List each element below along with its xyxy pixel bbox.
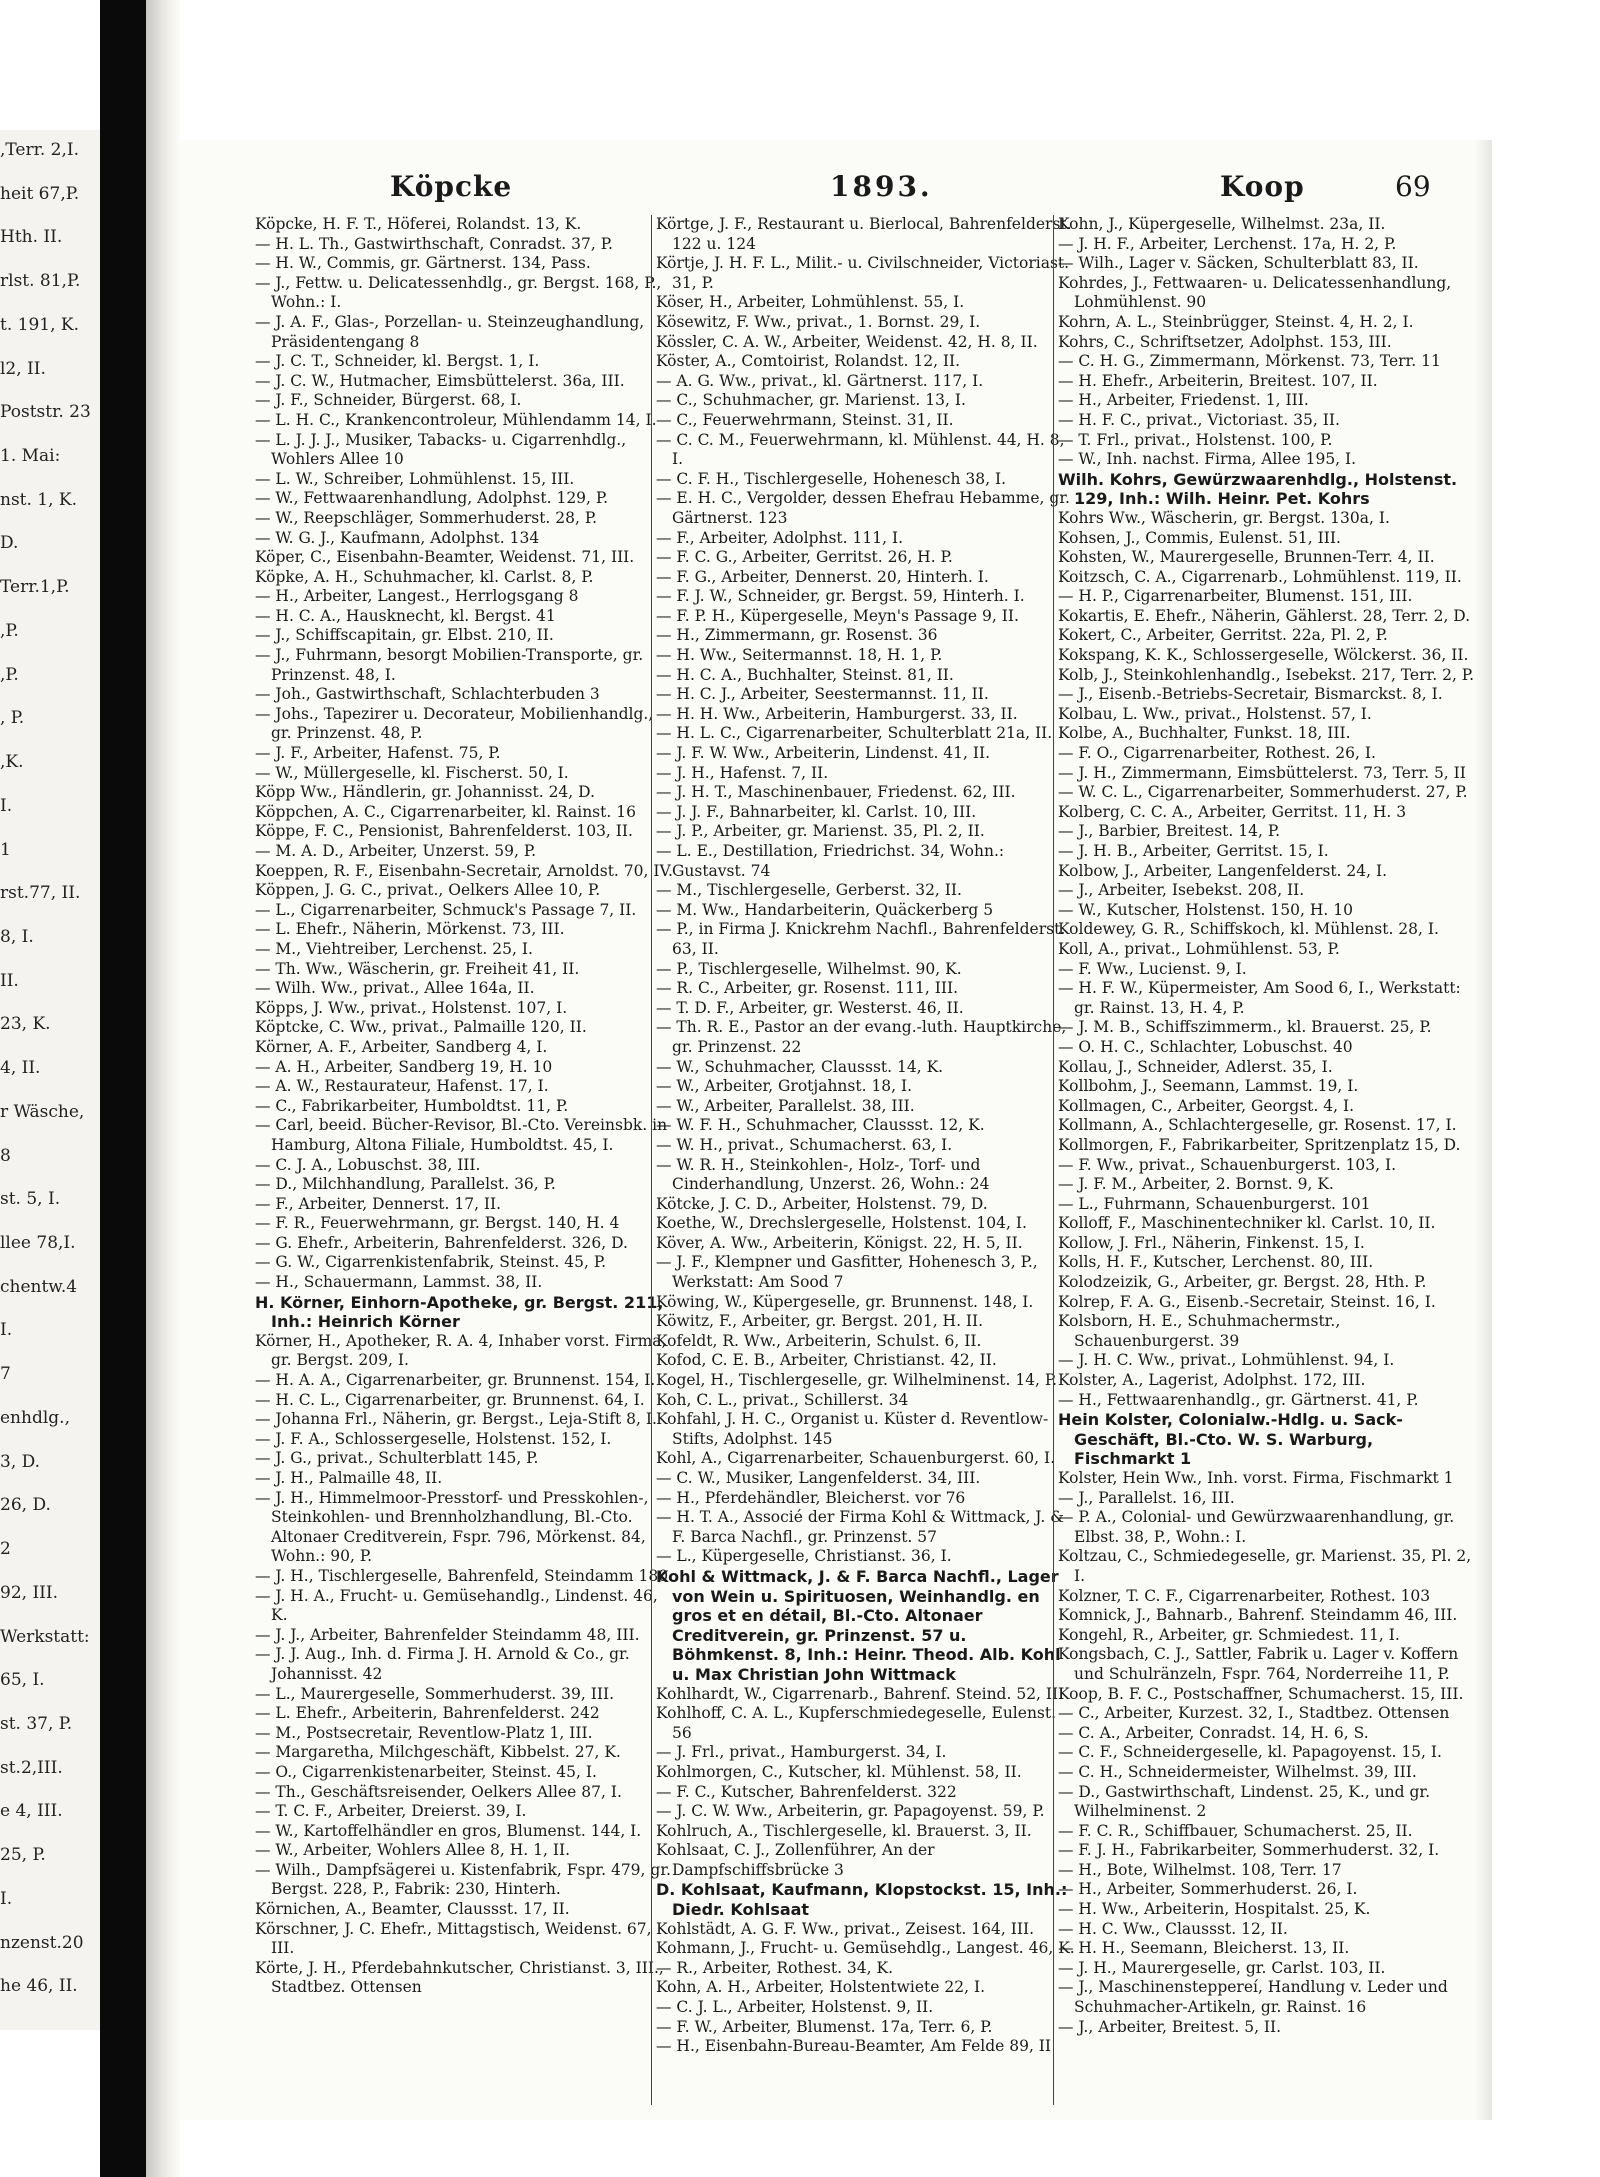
- directory-entry: — Th., Geschäftsreisender, Oelkers Allee 87, I.: [255, 1782, 622, 1801]
- directory-entry: Kohrs, C., Schriftsetzer, Adolphst. 153, III.: [1058, 332, 1392, 351]
- directory-entry: Kohn, J., Küpergeselle, Wilhelmst. 23a, II.: [1058, 215, 1386, 233]
- directory-entry: Körnichen, A., Beamter, Claussst. 17, II.: [255, 1900, 570, 1919]
- directory-entry: Koldewey, G. R., Schiffskoch, kl. Mühlenst. 28, I.: [1058, 920, 1439, 939]
- directory-entry: — H. L. C., Cigarrenarbeiter, Schulterblatt 21a, II.: [656, 724, 1053, 743]
- directory-entry: — C. F. H., Tischlergeselle, Hohenesch 38, I.: [656, 469, 1007, 488]
- directory-entry: — L., Fuhrmann, Schauenburgerst. 101: [1058, 1194, 1371, 1213]
- directory-entry: — L. H. C., Krankencontroleur, Mühlendamm 14, I.: [255, 410, 657, 429]
- prev-page-fragment: llee 78,I.: [0, 1233, 76, 1253]
- directory-entry: — F., Arbeiter, Adolphst. 111, I.: [656, 528, 904, 547]
- directory-entry: — J., Barbier, Breitest. 14, P.: [1058, 822, 1281, 841]
- directory-entry: — M., Postsecretair, Reventlow-Platz 1, III.: [255, 1723, 593, 1742]
- directory-entry: — H., Eisenbahn-Bureau-Beamter, Am Felde 89, II: [656, 2037, 1052, 2056]
- directory-entry: — C. J. L., Arbeiter, Holstenst. 9, II.: [656, 1998, 934, 2017]
- header-first-entry: Köpcke: [390, 170, 513, 203]
- directory-entry: Hein Kolster, Colonialw.-Hdlg. u. Sack-Geschäft, Bl.-Cto. W. S. Warburg, Fischmarkt 1: [1058, 1410, 1403, 1469]
- directory-entry: — L. Ehefr., Arbeiterin, Bahrenfelderst. 242: [255, 1704, 600, 1723]
- directory-entry: — W., Schuhmacher, Claussst. 14, K.: [656, 1057, 944, 1076]
- directory-entry: Kohrs Ww., Wäscherin, gr. Bergst. 130a, I.: [1058, 508, 1390, 527]
- directory-entry: — H., Arbeiter, Langest., Herrlogsgang 8: [255, 587, 579, 606]
- directory-entry: — H., Zimmermann, gr. Rosenst. 36: [656, 626, 938, 645]
- column-left: [255, 215, 675, 2105]
- directory-entry: Köpcke, H. F. T., Höferei, Rolandst. 13, K.: [255, 215, 582, 233]
- header-last-entry: Koop: [1220, 170, 1305, 203]
- directory-entry: — H. C. Ww., Claussst. 12, II.: [1058, 1919, 1288, 1938]
- directory-entry: — T. D. F., Arbeiter, gr. Westerst. 46, II.: [656, 998, 964, 1017]
- directory-entry: Kolloff, F., Maschinentechniker kl. Carlst. 10, II.: [1058, 1214, 1436, 1233]
- directory-entry: — H. H., Seemann, Bleicherst. 13, II.: [1058, 1939, 1350, 1958]
- directory-entry: — J. M. B., Schiffszimmerm., kl. Brauerst. 25, P.: [1058, 1018, 1432, 1037]
- directory-entry: — M., Tischlergeselle, Gerberst. 32, II.: [656, 881, 962, 900]
- directory-entry: Kohlsaat, C. J., Zollenführer, An der Dampfschiffsbrücke 3: [656, 1841, 935, 1879]
- directory-entry: — D., Milchhandlung, Parallelst. 36, P.: [255, 1175, 556, 1194]
- directory-entry: Kohl, A., Cigarrenarbeiter, Schauenburgerst. 60, I.: [656, 1449, 1056, 1468]
- directory-entry: — F. J. H., Fabrikarbeiter, Sommerhuderst. 32, I.: [1058, 1841, 1440, 1860]
- directory-entry: — W. F. H., Schuhmacher, Claussst. 12, K.: [656, 1116, 985, 1135]
- prev-page-fragment: Hth. II.: [0, 227, 63, 247]
- directory-entry: — R. C., Arbeiter, gr. Rosenst. 111, III.: [656, 979, 959, 998]
- prev-page-fragment: t. 191, K.: [0, 315, 79, 335]
- directory-entry: — J. H., Hafenst. 7, II.: [656, 763, 829, 782]
- directory-entry: Kötcke, J. C. D., Arbeiter, Holstenst. 79, D.: [656, 1194, 988, 1213]
- directory-entry: — J. H., Zimmermann, Eimsbüttelerst. 73, Terr. 5, II: [1058, 763, 1466, 782]
- directory-entry: — J. C. T., Schneider, kl. Bergst. 1, I.: [255, 352, 540, 371]
- directory-entry: — H. L. Th., Gastwirthschaft, Conradst. 37, P.: [255, 234, 613, 253]
- directory-entry: — Johs., Tapezirer u. Decorateur, Mobilienhandlg., gr. Prinzenst. 48, P.: [255, 704, 654, 743]
- directory-entry: — F., Arbeiter, Dennerst. 17, II.: [255, 1194, 502, 1213]
- directory-entry: — J., Schiffscapitain, gr. Elbst. 210, II.: [255, 626, 554, 645]
- directory-page: [180, 140, 1492, 2120]
- directory-entry: Kofeldt, R. Ww., Arbeiterin, Schulst. 6, II.: [656, 1331, 982, 1350]
- directory-entry: — G. W., Cigarrenkistenfabrik, Steinst. 45, P.: [255, 1253, 607, 1272]
- column-right: [1053, 215, 1478, 2105]
- directory-entry: Kohlmorgen, C., Kutscher, kl. Mühlenst. 58, II.: [656, 1762, 1022, 1781]
- prev-page-fragment: nst. 1, K.: [0, 490, 78, 510]
- directory-entry: — J. H. B., Arbeiter, Gerritst. 15, I.: [1058, 842, 1329, 860]
- directory-entry: — W. G. J., Kaufmann, Adolphst. 134: [255, 528, 540, 547]
- directory-entry: — H. W., Commis, gr. Gärtnerst. 134, Pass.: [255, 254, 591, 273]
- directory-entry: — J., Fettw. u. Delicatessenhdlg., gr. Bergst. 168, P., Wohn.: I.: [255, 273, 662, 312]
- directory-entry: — F. P. H., Küpergeselle, Meyn's Passage 9, II.: [656, 606, 1019, 625]
- directory-entry: — F. R., Feuerwehrmann, gr. Bergst. 140, H. 4: [255, 1214, 620, 1233]
- prev-page-fragment: 3, D.: [0, 1452, 41, 1472]
- directory-entry: Kohmann, J., Frucht- u. Gemüsehdlg., Langest. 46, K.: [656, 1939, 1075, 1958]
- directory-entry: Kohlhoff, C. A. L., Kupferschmiedegeselle, Eulenst. 56: [656, 1704, 1057, 1742]
- prev-page-fragment: heit 67,P.: [0, 184, 80, 204]
- directory-entry: Kolster, Hein Ww., Inh. vorst. Firma, Fischmarkt 1: [1058, 1469, 1454, 1487]
- directory-entry: — A. H., Arbeiter, Sandberg 19, H. 10: [255, 1057, 553, 1076]
- directory-entry: — H. C. A., Buchhalter, Steinst. 81, II.: [656, 665, 954, 684]
- directory-entry: — J. C. W., Hutmacher, Eimsbüttelerst. 36a, III.: [255, 371, 625, 390]
- prev-page-fragment: nzenst.20: [0, 1933, 84, 1953]
- directory-entry: — O. H. C., Schlachter, Lobuschst. 40: [1058, 1037, 1353, 1056]
- directory-entry: Kohl & Wittmack, J. & F. Barca Nachfl., Lager von Wein u. Spirituosen, Weinhandlg. en gros et en détail, Bl.-Cto. Altonaer Creditverein, gr. Prinzenst. 57 u. Böhmkenst. 8, Inh.: Heinr. Theod. Alb. Kohl u. Max Christian John Wittmack: [656, 1566, 1061, 1684]
- directory-entry: — L. E., Destillation, Friedrichst. 34, Wohn.: Gustavst. 74: [656, 842, 1005, 880]
- directory-entry: — C. H., Schneidermeister, Wilhelmst. 39, III.: [1058, 1762, 1417, 1781]
- directory-entry: — M. A. D., Arbeiter, Unzerst. 59, P.: [255, 842, 537, 860]
- directory-entry: Köpps, J. Ww., privat., Holstenst. 107, I.: [255, 998, 568, 1017]
- previous-page-edge: [0, 130, 100, 2030]
- prev-page-fragment: Werkstatt:: [0, 1627, 90, 1647]
- directory-entry: — H., Bote, Wilhelmst. 108, Terr. 17: [1058, 1860, 1342, 1879]
- directory-entry: D. Kohlsaat, Kaufmann, Klopstockst. 15, Inh.: Diedr. Kohlsaat: [656, 1880, 1068, 1920]
- directory-entry: — H., Arbeiter, Sommerhuderst. 26, I.: [1058, 1880, 1358, 1899]
- directory-entry: — W., Kartoffelhändler en gros, Blumenst. 144, I.: [255, 1821, 642, 1840]
- directory-entry: Kolls, H. F., Kutscher, Lerchenst. 80, III.: [1058, 1253, 1374, 1272]
- directory-entry: — H. F. C., privat., Victoriast. 35, II.: [1058, 410, 1340, 429]
- directory-entry: — J., Arbeiter, Isebekst. 208, II.: [1058, 881, 1305, 900]
- prev-page-fragment: 26, D.: [0, 1495, 51, 1515]
- directory-entry: — C., Arbeiter, Kurzest. 32, I., Stadtbez. Ottensen: [1058, 1704, 1450, 1723]
- directory-entry: — P., in Firma J. Knickrehm Nachfl., Bahrenfelderst. 63, II.: [656, 920, 1066, 958]
- prev-page-fragment: rlst. 81,P.: [0, 271, 81, 291]
- directory-entry: — L. J. J. J., Musiker, Tabacks- u. Cigarrenhdlg., Wohlers Allee 10: [255, 430, 627, 469]
- directory-entry: — W., Arbeiter, Parallelst. 38, III.: [656, 1096, 915, 1115]
- prev-page-fragment: Terr.1,P.: [0, 577, 70, 597]
- directory-entry: — L. Ehefr., Näherin, Mörkenst. 73, III.: [255, 920, 565, 939]
- prev-page-fragment: Poststr. 23: [0, 402, 91, 422]
- prev-page-fragment: he 46, II.: [0, 1976, 78, 1996]
- directory-entry: Kolsborn, H. E., Schuhmachermstr., Schauenburgerst. 39: [1058, 1312, 1341, 1350]
- prev-page-fragment: chentw.4: [0, 1277, 78, 1297]
- prev-page-fragment: st.2,III.: [0, 1758, 63, 1778]
- prev-page-fragment: ,Terr. 2,I.: [0, 140, 80, 160]
- directory-entry: Kolster, A., Lagerist, Adolphst. 172, III.: [1058, 1371, 1366, 1390]
- directory-entry: Köppchen, A. C., Cigarrenarbeiter, kl. Rainst. 16: [255, 802, 636, 821]
- directory-entry: — T. Frl., privat., Holstenst. 100, P.: [1058, 430, 1333, 449]
- directory-entry: Kohsten, W., Maurergeselle, Brunnen-Terr. 4, II.: [1058, 548, 1435, 567]
- directory-entry: Wilh. Kohrs, Gewürzwaarenhdlg., Holstenst. 129, Inh.: Wilh. Heinr. Pet. Kohrs: [1058, 469, 1458, 509]
- directory-entry: — H. C. J., Arbeiter, Seestermannst. 11, II.: [656, 685, 989, 704]
- directory-entry: Koethe, W., Drechslergeselle, Holstenst. 104, I.: [656, 1214, 1027, 1233]
- directory-entry: — T. C. F., Arbeiter, Dreierst. 39, I.: [255, 1802, 527, 1821]
- directory-entry: — Wilh., Lager v. Säcken, Schulterblatt 83, II.: [1058, 254, 1419, 273]
- directory-entry: Kolodzeizik, G., Arbeiter, gr. Bergst. 28, Hth. P.: [1058, 1273, 1427, 1292]
- directory-entry: — F. W., Arbeiter, Blumenst. 17a, Terr. 6, P.: [656, 2017, 993, 2036]
- directory-entry: — W., Inh. nachst. Firma, Allee 195, I.: [1058, 450, 1357, 469]
- directory-entry: — H. P., Cigarrenarbeiter, Blumenst. 151, III.: [1058, 587, 1413, 606]
- prev-page-fragment: ,K.: [0, 752, 24, 772]
- page-header: [180, 170, 1492, 210]
- directory-entry: — J. J. F., Bahnarbeiter, kl. Carlst. 10, III.: [656, 802, 977, 821]
- directory-entry: — C. C. M., Feuerwehrmann, kl. Mühlenst. 44, H. 8, I.: [656, 430, 1065, 469]
- directory-entry: Kongehl, R., Arbeiter, gr. Schmiedest. 11, I.: [1058, 1625, 1400, 1644]
- directory-entry: — J. F., Schneider, Bürgerst. 68, I.: [255, 391, 522, 410]
- directory-entry: — J. F. M., Arbeiter, 2. Bornst. 9, K.: [1058, 1175, 1334, 1194]
- directory-entry: — L., Maurergeselle, Sommerhuderst. 39, III.: [255, 1684, 615, 1703]
- prev-page-fragment: st. 37, P.: [0, 1714, 73, 1734]
- directory-entry: — J. H., Himmelmoor-Presstorf- und Presskohlen-, Steinkohlen- und Brennholzhandlung, Bl.-Cto. Altonaer Creditverein, Fspr. 796, Mörkenst. 84, Wohn.: 90, P.: [255, 1488, 649, 1566]
- directory-entry: Kohfahl, J. H. C., Organist u. Küster d. Reventlow-Stifts, Adolphst. 145: [656, 1410, 1049, 1448]
- directory-entry: Köpke, A. H., Schuhmacher, kl. Carlst. 8, P.: [255, 567, 594, 586]
- directory-entry: Kokartis, E. Ehefr., Näherin, Gählerst. 28, Terr. 2, D.: [1058, 606, 1471, 625]
- directory-entry: — Margaretha, Milchgeschäft, Kibbelst. 27, K.: [255, 1743, 621, 1762]
- directory-entry: — R., Arbeiter, Rothest. 34, K.: [656, 1958, 894, 1977]
- directory-entry: Köpp Ww., Händlerin, gr. Johannisst. 24, D.: [255, 783, 595, 802]
- directory-entry: Körtge, J. F., Restaurant u. Bierlocal, Bahrenfelderst. 122 u. 124: [656, 215, 1072, 253]
- prev-page-fragment: e 4, III.: [0, 1801, 63, 1821]
- directory-entry: — G. Ehefr., Arbeiterin, Bahrenfelderst. 326, D.: [255, 1233, 628, 1252]
- directory-entry: Köptcke, C. Ww., privat., Palmaille 120, II.: [255, 1018, 587, 1037]
- directory-entry: — C., Feuerwehrmann, Steinst. 31, II.: [656, 410, 954, 429]
- prev-page-fragment: 25, P.: [0, 1845, 46, 1865]
- prev-page-fragment: rst.77, II.: [0, 883, 81, 903]
- directory-entry: — W., Reepschläger, Sommerhuderst. 28, P.: [255, 508, 598, 527]
- directory-entry: Körte, J. H., Pferdebahnkutscher, Christianst. 3, III., Stadtbez. Ottensen: [255, 1958, 664, 1997]
- directory-entry: — J. J., Arbeiter, Bahrenfelder Steindamm 48, III.: [255, 1625, 640, 1644]
- directory-entry: Kokspang, K. K., Schlossergeselle, Wölckerst. 36, II.: [1058, 646, 1469, 665]
- directory-entry: — Carl, beeid. Bücher-Revisor, Bl.-Cto. Vereinsbk. in Hamburg, Altona Filiale, Humboldtst. 45, I.: [255, 1116, 668, 1154]
- directory-entry: Koh, C. L., privat., Schillerst. 34: [656, 1390, 909, 1409]
- directory-entry: — L., Küpergeselle, Christianst. 36, I.: [656, 1547, 952, 1566]
- directory-entry: Kolbow, J., Arbeiter, Langenfelderst. 24, I.: [1058, 861, 1388, 880]
- directory-entry: — J. J. Aug., Inh. d. Firma J. H. Arnold & Co., gr. Johannisst. 42: [255, 1645, 630, 1683]
- directory-entry: — C. F., Schneidergeselle, kl. Papagoyenst. 15, I.: [1058, 1743, 1442, 1762]
- page-edge-shadow: [1475, 140, 1492, 2120]
- directory-entry: — J. F., Klempner und Gasfitter, Hohenesch 3, P., Werkstatt: Am Sood 7: [656, 1253, 1038, 1292]
- prev-page-fragment: l2, II.: [0, 359, 46, 379]
- directory-entry: Kolberg, C. C. A., Arbeiter, Gerritst. 11, H. 3: [1058, 802, 1407, 821]
- prev-page-fragment: 7: [0, 1364, 11, 1384]
- directory-entry: Kongsbach, C. J., Sattler, Fabrik u. Lager v. Koffern und Schulränzeln, Fspr. 764, Norderreihe 11, P.: [1058, 1645, 1459, 1683]
- directory-entry: — A. G. Ww., privat., kl. Gärtnerst. 117, I.: [656, 371, 984, 390]
- directory-entry: — F. J. W., Schneider, gr. Bergst. 59, Hinterh. I.: [656, 587, 1025, 606]
- prev-page-fragment: D.: [0, 533, 19, 553]
- prev-page-fragment: 92, III.: [0, 1583, 58, 1603]
- directory-entry: Köser, H., Arbeiter, Lohmühlenst. 55, I.: [656, 293, 965, 312]
- prev-page-fragment: r Wäsche,: [0, 1102, 85, 1122]
- directory-entry: — J., Parallelst. 16, III.: [1058, 1488, 1235, 1507]
- directory-entry: — C., Schuhmacher, gr. Marienst. 13, I.: [656, 391, 966, 410]
- directory-entry: Köwitz, F., Arbeiter, gr. Bergst. 201, H. II.: [656, 1312, 984, 1331]
- prev-page-fragment: 65, I.: [0, 1670, 45, 1690]
- directory-entry: — Joh., Gastwirthschaft, Schlachterbuden 3: [255, 685, 600, 704]
- directory-entry: — J. H. C. Ww., privat., Lohmühlenst. 94, I.: [1058, 1351, 1395, 1370]
- directory-entry: — D., Gastwirthschaft, Lindenst. 25, K., und gr. Wilhelminenst. 2: [1058, 1782, 1431, 1821]
- directory-entry: — M. Ww., Handarbeiterin, Quäckerberg 5: [656, 900, 994, 919]
- directory-entry: Kohlstädt, A. G. F. Ww., privat., Zeisest. 164, III.: [656, 1919, 1035, 1938]
- directory-entry: — W. H., privat., Schumacherst. 63, I.: [656, 1135, 953, 1154]
- prev-page-fragment: 8: [0, 1146, 11, 1166]
- directory-entry: — H. Ww., Arbeiterin, Hospitalst. 25, K.: [1058, 1900, 1371, 1919]
- directory-entry: Kollmann, A., Schlachtergeselle, gr. Rosenst. 17, I.: [1058, 1116, 1457, 1135]
- directory-entry: — H. C. A., Hausknecht, kl. Bergst. 41: [255, 606, 556, 625]
- prev-page-fragment: ,P.: [0, 621, 19, 641]
- directory-entry: Koop, B. F. C., Postschaffner, Schumacherst. 15, III.: [1058, 1684, 1464, 1703]
- prev-page-fragment: enhdlg.,: [0, 1408, 70, 1428]
- directory-entry: — H., Schauermann, Lammst. 38, II.: [255, 1273, 543, 1292]
- directory-entry: — J., Fuhrmann, besorgt Mobilien-Transporte, gr. Prinzenst. 48, I.: [255, 646, 644, 684]
- directory-entry: — H. Ww., Seitermannst. 18, H. 1, P.: [656, 646, 943, 665]
- directory-entry: — C. H. G., Zimmermann, Mörkenst. 73, Terr. 11: [1058, 352, 1441, 371]
- directory-entry: Köwing, W., Küpergeselle, gr. Brunnenst. 148, I.: [656, 1292, 1034, 1311]
- directory-entry: — M., Viehtreiber, Lerchenst. 25, I.: [255, 939, 533, 958]
- directory-entry: Kohsen, J., Commis, Eulenst. 51, III.: [1058, 528, 1341, 547]
- directory-entry: — W., Fettwaarenhandlung, Adolphst. 129, P.: [255, 489, 609, 508]
- directory-entry: Kolrep, F. A. G., Eisenb.-Secretair, Steinst. 16, I.: [1058, 1292, 1436, 1311]
- directory-entry: — L. W., Schreiber, Lohmühlenst. 15, III.: [255, 469, 575, 488]
- directory-entry: Köper, C., Eisenbahn-Beamter, Weidenst. 71, III.: [255, 548, 635, 567]
- directory-entry: — J. F. W. Ww., Arbeiterin, Lindenst. 41, II.: [656, 744, 991, 763]
- directory-entry: — F. G., Arbeiter, Dennerst. 20, Hinterh. I.: [656, 567, 989, 586]
- directory-entry: Kössler, C. A. W., Arbeiter, Weidenst. 42, H. 8, II.: [656, 332, 1038, 351]
- directory-entry: — J., Eisenb.-Betriebs-Secretair, Bismarckst. 8, I.: [1058, 685, 1443, 704]
- directory-entry: Kollmorgen, F., Fabrikarbeiter, Spritzenplatz 15, D.: [1058, 1135, 1461, 1154]
- scan-border-left: [100, 0, 146, 2177]
- directory-entry: — H. T. A., Associé der Firma Kohl & Wittmack, J. & F. Barca Nachfl., gr. Prinzenst. 57: [656, 1508, 1064, 1546]
- directory-entry: — Th. Ww., Wäscherin, gr. Freiheit 41, II.: [255, 959, 580, 978]
- directory-entry: — Th. R. E., Pastor an der evang.-luth. Hauptkirche, gr. Prinzenst. 22: [656, 1018, 1067, 1056]
- directory-entry: — W., Kutscher, Holstenst. 150, H. 10: [1058, 900, 1353, 919]
- directory-entry: — W. R. H., Steinkohlen-, Holz-, Torf- und Cinderhandlung, Unzerst. 26, Wohn.: 24: [656, 1155, 990, 1194]
- directory-entry: — Wilh. Ww., privat., Allee 164a, II.: [255, 979, 535, 998]
- directory-entry: — A. W., Restaurateur, Hafenst. 17, I.: [255, 1077, 549, 1096]
- directory-entry: — C. J. A., Lobuschst. 38, III.: [255, 1155, 481, 1174]
- directory-entry: Kolb, J., Steinkohlenhandlg., Isebekst. 217, Terr. 2, P.: [1058, 665, 1475, 684]
- directory-entry: Kohlruch, A., Tischlergeselle, kl. Brauerst. 3, II.: [656, 1821, 1032, 1840]
- prev-page-fragment: 8, I.: [0, 927, 34, 947]
- directory-entry: — W., Arbeiter, Grotjahnst. 18, I.: [656, 1077, 913, 1096]
- directory-entry: — J. A. F., Glas-, Porzellan- u. Steinzeughandlung, Präsidentengang 8: [255, 312, 645, 351]
- directory-entry: — J. H., Palmaille 48, II.: [255, 1469, 443, 1487]
- prev-page-fragment: 1: [0, 840, 11, 860]
- directory-entry: Köster, A., Comtoirist, Rolandst. 12, II.: [656, 352, 961, 371]
- directory-entry: — F. O., Cigarrenarbeiter, Rothest. 26, I.: [1058, 744, 1376, 763]
- directory-entry: Körner, H., Apotheker, R. A. 4, Inhaber vorst. Firma, gr. Bergst. 209, I.: [255, 1331, 667, 1370]
- directory-entry: — H., Arbeiter, Friedenst. 1, III.: [1058, 391, 1309, 410]
- directory-entry: Kolbe, A., Buchhalter, Funkst. 18, III.: [1058, 724, 1351, 743]
- prev-page-fragment: ,P.: [0, 665, 19, 685]
- directory-entry: Koll, A., privat., Lohmühlenst. 53, P.: [1058, 939, 1340, 958]
- directory-entry: — J. F. A., Schlossergeselle, Holstenst. 152, I.: [255, 1429, 612, 1448]
- directory-entry: — L., Cigarrenarbeiter, Schmuck's Passage 7, II.: [255, 900, 637, 919]
- directory-entry: Kofod, C. E. B., Arbeiter, Christianst. 42, II.: [656, 1351, 997, 1370]
- directory-entry: H. Körner, Einhorn-Apotheke, gr. Bergst. 211, Inh.: Heinrich Körner: [255, 1292, 664, 1332]
- directory-entry: — J. P., Arbeiter, gr. Marienst. 35, Pl. 2, II.: [656, 822, 985, 841]
- directory-entry: — C. W., Musiker, Langenfelderst. 34, III.: [656, 1469, 981, 1487]
- directory-entry: Kösewitz, F. Ww., privat., 1. Bornst. 29, I.: [656, 312, 981, 331]
- header-year: 1893.: [830, 170, 933, 203]
- directory-entry: Kohlhardt, W., Cigarrenarb., Bahrenf. Steind. 52, III: [656, 1684, 1065, 1703]
- directory-entry: Körtje, J. H. F. L., Milit.- u. Civilschneider, Victoriast. 31, P.: [656, 254, 1070, 292]
- prev-page-fragment: 4, II.: [0, 1058, 41, 1078]
- directory-entry: — J. F., Arbeiter, Hafenst. 75, P.: [255, 744, 501, 763]
- directory-entry: — F. C. R., Schiffbauer, Schumacherst. 25, II.: [1058, 1821, 1413, 1840]
- directory-entry: — H. Ehefr., Arbeiterin, Breitest. 107, II.: [1058, 371, 1378, 390]
- directory-entry: Köver, A. Ww., Arbeiterin, Königst. 22, H. 5, II.: [656, 1233, 1023, 1252]
- directory-entry: — F. C., Kutscher, Bahrenfelderst. 322: [656, 1782, 957, 1801]
- directory-entry: — W., Müllergeselle, kl. Fischerst. 50, I.: [255, 763, 569, 782]
- directory-entry: — J., Arbeiter, Breitest. 5, II.: [1058, 2017, 1282, 2036]
- directory-entry: — P., Tischlergeselle, Wilhelmst. 90, K.: [656, 959, 962, 978]
- directory-entry: Kolzner, T. C. F., Cigarrenarbeiter, Rothest. 103: [1058, 1586, 1431, 1605]
- prev-page-fragment: I.: [0, 796, 13, 816]
- prev-page-fragment: , P.: [0, 708, 25, 728]
- column-middle: [651, 215, 1076, 2105]
- directory-entry: — E. H. C., Vergolder, dessen Ehefrau Hebamme, gr. Gärtnerst. 123: [656, 489, 1070, 527]
- directory-entry: — C. A., Arbeiter, Conradst. 14, H. 6, S.: [1058, 1723, 1369, 1742]
- directory-entry: — H. H. Ww., Arbeiterin, Hamburgerst. 33, II.: [656, 704, 1018, 723]
- directory-entry: Köppen, J. G. C., privat., Oelkers Allee 10, P.: [255, 881, 601, 900]
- directory-entry: Kohn, A. H., Arbeiter, Holstentwiete 22, I.: [656, 1978, 986, 1997]
- directory-entry: Kollau, J., Schneider, Adlerst. 35, I.: [1058, 1057, 1333, 1076]
- directory-entry: Körschner, J. C. Ehefr., Mittagstisch, Weidenst. 67, III.: [255, 1919, 652, 1958]
- directory-entry: Kohrn, A. L., Steinbrügger, Steinst. 4, H. 2, I.: [1058, 312, 1414, 331]
- prev-page-fragment: 2: [0, 1539, 11, 1559]
- prev-page-fragment: 23, K.: [0, 1014, 51, 1034]
- directory-entry: — O., Cigarrenkistenarbeiter, Steinst. 45, I.: [255, 1762, 597, 1781]
- directory-entry: — J., Maschinensteppereí, Handlung v. Leder und Schuhmacher-Artikeln, gr. Rainst. 16: [1058, 1978, 1448, 2017]
- directory-entry: — H., Fettwaarenhandlg., gr. Gärtnerst. 41, P.: [1058, 1390, 1419, 1409]
- prev-page-fragment: II.: [0, 971, 19, 991]
- directory-entry: Kohrdes, J., Fettwaaren- u. Delicatessenhandlung, Lohmühlenst. 90: [1058, 273, 1452, 312]
- directory-entry: — F. Ww., privat., Schauenburgerst. 103, I.: [1058, 1155, 1397, 1174]
- directory-entry: — J. Frl., privat., Hamburgerst. 34, I.: [656, 1743, 947, 1762]
- directory-entry: — J. C. W. Ww., Arbeiterin, gr. Papagoyenst. 59, P.: [656, 1802, 1045, 1821]
- directory-entry: — C., Fabrikarbeiter, Humboldtst. 11, P.: [255, 1096, 569, 1115]
- directory-entry: — J. H., Tischlergeselle, Bahrenfeld, Steindamm 180: [255, 1566, 669, 1585]
- directory-entry: Köppe, F. C., Pensionist, Bahrenfelderst. 103, II.: [255, 822, 633, 841]
- prev-page-fragment: st. 5, I.: [0, 1189, 61, 1209]
- directory-entry: — J. H. T., Maschinenbauer, Friedenst. 62, III.: [656, 783, 1016, 802]
- directory-entry: Koltzau, C., Schmiedegeselle, gr. Marienst. 35, Pl. 2, I.: [1058, 1547, 1472, 1585]
- directory-entry: Kollmagen, C., Arbeiter, Georgst. 4, I.: [1058, 1096, 1355, 1115]
- directory-entry: — H., Pferdehändler, Bleicherst. vor 76: [656, 1488, 966, 1507]
- directory-entry: Kolbau, L. Ww., privat., Holstenst. 57, I.: [1058, 704, 1372, 723]
- directory-entry: Kokert, C., Arbeiter, Gerritst. 22a, Pl. 2, P.: [1058, 626, 1388, 645]
- prev-page-fragment: I.: [0, 1889, 13, 1909]
- page-number: 69: [1395, 170, 1431, 203]
- directory-entry: — Wilh., Dampfsägerei u. Kistenfabrik, Fspr. 479, gr. Bergst. 228, P., Fabrik: 230, Hinterh.: [255, 1860, 671, 1899]
- directory-entry: Koitzsch, C. A., Cigarrenarb., Lohmühlenst. 119, II.: [1058, 567, 1462, 586]
- prev-page-fragment: 1. Mai:: [0, 446, 61, 466]
- directory-entry: Kollow, J. Frl., Näherin, Finkenst. 15, I.: [1058, 1233, 1365, 1252]
- directory-entry: Kollbohm, J., Seemann, Lammst. 19, I.: [1058, 1077, 1359, 1096]
- prev-page-fragment: I.: [0, 1320, 13, 1340]
- directory-entry: — J. H. F., Arbeiter, Lerchenst. 17a, H. 2, P.: [1058, 234, 1397, 253]
- directory-entry: — J. H. A., Frucht- u. Gemüsehandlg., Lindenst. 46, K.: [255, 1586, 658, 1625]
- directory-entry: — H. C. L., Cigarrenarbeiter, gr. Brunnenst. 64, I.: [255, 1390, 645, 1409]
- directory-entry: — J. G., privat., Schulterblatt 145, P.: [255, 1449, 539, 1468]
- directory-entry: Körner, A. F., Arbeiter, Sandberg 4, I.: [255, 1037, 548, 1056]
- directory-entry: — W. C. L., Cigarrenarbeiter, Sommerhuderst. 27, P.: [1058, 783, 1468, 802]
- directory-entry: Koeppen, R. F., Eisenbahn-Secretair, Arnoldst. 70, IV.: [255, 861, 673, 880]
- directory-entry: — H. F. W., Küpermeister, Am Sood 6, I., Werkstatt: gr. Rainst. 13, H. 4, P.: [1058, 979, 1461, 1017]
- directory-entry: — F. C. G., Arbeiter, Gerritst. 26, H. P.: [656, 548, 953, 567]
- directory-entry: Komnick, J., Bahnarb., Bahrenf. Steindamm 46, III.: [1058, 1606, 1458, 1625]
- book-gutter: [146, 0, 180, 2177]
- directory-entry: — P. A., Colonial- und Gewürzwaarenhandlung, gr. Elbst. 38, P., Wohn.: I.: [1058, 1508, 1455, 1546]
- directory-entry: — W., Arbeiter, Wohlers Allee 8, H. 1, II.: [255, 1841, 571, 1860]
- directory-entry: — F. Ww., Lucienst. 9, I.: [1058, 959, 1247, 978]
- directory-entry: — H. A. A., Cigarrenarbeiter, gr. Brunnenst. 154, I.: [255, 1371, 656, 1390]
- directory-entry: — J. H., Maurergeselle, gr. Carlst. 103, II.: [1058, 1958, 1386, 1977]
- directory-entry: — Johanna Frl., Näherin, gr. Bergst., Leja-Stift 8, I.: [255, 1410, 657, 1429]
- directory-entry: Kogel, H., Tischlergeselle, gr. Wilhelminenst. 14, P.: [656, 1371, 1058, 1390]
